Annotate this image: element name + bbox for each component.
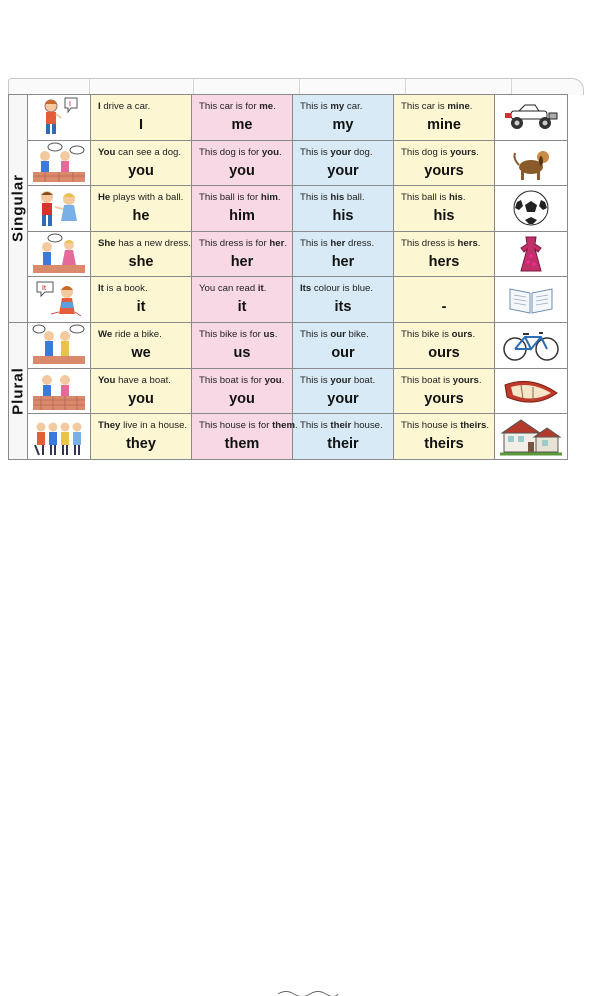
- sentence-keyword: You: [98, 374, 116, 386]
- sentence-text: bike.: [345, 328, 369, 340]
- sentence-keyword: yours: [452, 374, 479, 386]
- example-sentence: [98, 375, 171, 386]
- possessive-adjective: your: [327, 390, 359, 407]
- subject-pronoun: you: [128, 162, 154, 179]
- object-pronoun: you: [229, 162, 255, 179]
- example-sentence: [98, 147, 181, 158]
- sentence-text: .: [486, 420, 490, 432]
- sentence-text: ride a bike.: [112, 328, 162, 340]
- sentence-keyword: yours: [450, 146, 477, 158]
- sentence-keyword: our: [330, 328, 346, 340]
- sentence-text: This ball is: [401, 192, 449, 204]
- sentence-keyword: theirs: [460, 420, 487, 432]
- object-pronoun: her: [230, 253, 254, 270]
- illustration-cell: [28, 140, 91, 186]
- object-pronoun: me: [231, 117, 253, 133]
- object-pronoun-cell: [192, 368, 293, 414]
- sentence-text: .: [281, 374, 285, 386]
- subject-pronoun: it: [136, 299, 146, 316]
- illustration-cell: [28, 414, 91, 460]
- possessive-adjective: my: [332, 117, 354, 133]
- sentence-keyword: us: [263, 328, 275, 340]
- possessive-adjective-cell: [293, 95, 394, 141]
- example-sentence: [98, 192, 183, 203]
- subject-pronoun: we: [131, 344, 151, 361]
- example-sentence: [199, 238, 287, 249]
- example-sentence: [98, 420, 187, 431]
- sentence-keyword: it: [257, 283, 264, 295]
- kids-pointing-boy-icon: [28, 186, 90, 230]
- sentence-text: .: [274, 328, 278, 340]
- object-picture-cell: [495, 95, 568, 141]
- object-pronoun-cell: [192, 95, 293, 141]
- pronoun-row: [9, 414, 568, 460]
- sentence-text: This boat is: [401, 374, 453, 386]
- pronoun-row: [9, 368, 568, 414]
- sentence-keyword: ours: [451, 328, 473, 340]
- ball-icon: [495, 186, 567, 230]
- sentence-text: boat.: [351, 374, 376, 386]
- object-pronoun-cell: [192, 231, 293, 277]
- poster-top-tab-strip: [8, 78, 584, 95]
- subject-pronoun: she: [128, 253, 154, 270]
- tab-divider: [89, 79, 90, 95]
- sentence-text: plays with a ball.: [110, 192, 184, 204]
- sentence-keyword: his: [330, 192, 345, 204]
- possessive-pronoun-cell: [394, 322, 495, 368]
- tab-divider: [511, 79, 512, 95]
- possessive-pronoun: yours: [424, 162, 464, 179]
- dog-icon: [495, 141, 567, 185]
- subject-pronoun-cell: [91, 277, 192, 323]
- example-sentence: [199, 420, 298, 431]
- sentence-text: live in a house.: [120, 420, 188, 432]
- sentence-text: This is: [300, 374, 331, 386]
- possessive-pronoun: his: [433, 208, 455, 225]
- object-picture-cell: [495, 277, 568, 323]
- pronoun-row: [9, 231, 568, 277]
- sentence-text: This house is for: [199, 420, 273, 432]
- subject-pronoun: I: [138, 117, 144, 133]
- sentence-keyword: them: [272, 420, 295, 432]
- sentence-text: ball.: [344, 192, 365, 204]
- pronoun-row: [9, 95, 568, 141]
- illustration-cell: [28, 322, 91, 368]
- object-picture-cell: [495, 414, 568, 460]
- example-sentence: [98, 101, 150, 112]
- possessive-pronoun: hers: [428, 253, 460, 270]
- sentence-keyword: She: [98, 237, 116, 249]
- sentence-keyword: mine: [447, 101, 470, 112]
- sentence-text: dress.: [345, 237, 375, 249]
- subject-pronoun: you: [128, 390, 154, 407]
- object-pronoun-cell: [192, 414, 298, 460]
- sentence-keyword: me: [259, 101, 274, 112]
- example-sentence: [300, 329, 369, 340]
- sentence-text: You can read: [199, 283, 258, 295]
- possessive-pronoun-cell: [394, 140, 495, 186]
- sentence-text: has a new dress.: [115, 237, 191, 249]
- sentence-keyword: Its: [300, 283, 312, 295]
- possessive-pronoun: ours: [428, 344, 460, 361]
- book-icon: [495, 277, 567, 321]
- singular-section-label: [9, 95, 28, 323]
- example-sentence: [300, 283, 373, 294]
- sentence-keyword: you: [264, 374, 282, 386]
- sentence-text: .: [469, 101, 473, 112]
- sentence-keyword: his: [448, 192, 463, 204]
- publisher-logo: [276, 988, 340, 996]
- example-sentence: [199, 101, 276, 112]
- object-pronoun: him: [229, 208, 255, 225]
- sentence-keyword: We: [98, 328, 113, 340]
- tab-divider: [299, 79, 300, 95]
- example-sentence: [199, 283, 266, 294]
- example-sentence: [300, 192, 365, 203]
- poster-footer: [8, 492, 582, 506]
- illustration-cell: [28, 231, 91, 277]
- sentence-text: This dog is: [401, 146, 451, 158]
- example-sentence: [199, 192, 281, 203]
- sentence-keyword: her: [269, 237, 285, 249]
- sentence-text: This is: [300, 192, 331, 204]
- possessive-adjective-cell: [293, 414, 394, 460]
- pronoun-row: [9, 322, 568, 368]
- svg-text:It: It: [42, 285, 46, 293]
- svg-text:I: I: [69, 101, 71, 108]
- kids-together-icon: [28, 323, 90, 367]
- kids-at-wall-icon: [28, 369, 90, 413]
- example-sentence: [401, 329, 475, 340]
- sentence-text: .: [277, 192, 281, 204]
- object-picture-cell: [495, 140, 568, 186]
- possessive-pronoun-cell: [394, 277, 495, 323]
- sentence-keyword: hers: [457, 237, 478, 249]
- possessive-pronoun-cell: [394, 414, 495, 460]
- possessive-pronoun: yours: [424, 390, 464, 407]
- sentence-text: This is: [300, 101, 331, 112]
- subject-pronoun-cell: [91, 368, 192, 414]
- example-sentence: [401, 375, 482, 386]
- object-pronoun-cell: [192, 186, 293, 232]
- possessive-pronoun: mine: [427, 117, 461, 133]
- example-sentence: [300, 238, 374, 249]
- possessive-adjective-cell: [293, 140, 394, 186]
- plural-section-label: [9, 322, 28, 459]
- object-picture-cell: [495, 186, 568, 232]
- illustration-cell: [28, 277, 91, 323]
- sentence-text: This car is: [401, 101, 448, 112]
- sentence-text: house.: [351, 420, 383, 432]
- sentence-text: This bike is: [401, 328, 452, 340]
- subject-pronoun-cell: [91, 95, 192, 141]
- sentence-keyword: her: [330, 237, 346, 249]
- sentence-text: This is: [300, 237, 331, 249]
- possessive-adjective: their: [327, 436, 359, 453]
- sentence-keyword: you: [261, 146, 279, 158]
- sentence-text: .: [294, 420, 298, 432]
- tab-divider: [193, 79, 194, 95]
- illustration-cell: [28, 186, 91, 232]
- example-sentence: [199, 375, 284, 386]
- illustration-cell: [28, 95, 91, 141]
- example-sentence: [300, 101, 362, 112]
- sentence-text: .: [478, 374, 482, 386]
- possessive-pronoun-cell: [394, 95, 495, 141]
- sentence-text: can see a dog.: [115, 146, 182, 158]
- example-sentence: [199, 329, 277, 340]
- possessive-adjective: her: [331, 253, 355, 270]
- pronoun-row: [9, 140, 568, 186]
- possessive-adjective-cell: [293, 368, 394, 414]
- sentence-text: dog.: [351, 146, 373, 158]
- example-sentence: [300, 420, 383, 431]
- possessive-pronoun-cell: [394, 231, 495, 277]
- sentence-text: .: [476, 146, 479, 158]
- object-pronoun: you: [229, 390, 255, 407]
- possessive-adjective-cell: [293, 322, 394, 368]
- subject-pronoun: he: [132, 208, 150, 225]
- sentence-text: This dress is: [401, 237, 458, 249]
- sentence-text: This is: [300, 146, 331, 158]
- sentence-keyword: He: [98, 192, 111, 204]
- pronoun-row: [9, 277, 568, 323]
- sentence-keyword: him: [260, 192, 278, 204]
- example-sentence: [401, 147, 479, 158]
- boat-icon: [495, 369, 567, 413]
- sentence-text: .: [462, 192, 466, 204]
- object-pronoun-cell: [192, 277, 293, 323]
- sentence-keyword: their: [330, 420, 352, 432]
- pronoun-table: [8, 94, 568, 460]
- object-pronoun-cell: [192, 322, 293, 368]
- sentence-text: .: [284, 237, 287, 249]
- object-pronoun-cell: [192, 140, 293, 186]
- example-sentence: [401, 238, 480, 249]
- sentence-keyword: You: [98, 146, 116, 158]
- possessive-pronoun-cell: [394, 368, 495, 414]
- singular-label: Singular: [9, 174, 27, 243]
- possessive-pronoun: theirs: [424, 436, 464, 453]
- object-picture-cell: [495, 322, 568, 368]
- example-sentence: [98, 329, 162, 340]
- tab-divider: [405, 79, 406, 95]
- example-sentence: [300, 147, 373, 158]
- plural-label: Plural: [9, 367, 27, 415]
- possessive-adjective: its: [334, 299, 352, 316]
- subject-pronoun-cell: [91, 231, 192, 277]
- sentence-text: colour is blue.: [311, 283, 374, 295]
- possessive-pronoun-cell: [394, 186, 495, 232]
- object-pronoun: it: [237, 299, 247, 316]
- possessive-pronoun: -: [441, 299, 447, 316]
- sentence-text: This dress is for: [199, 237, 270, 249]
- subject-pronoun-cell: [91, 140, 192, 186]
- possessive-adjective-cell: [293, 231, 394, 277]
- sentence-keyword: They: [98, 420, 121, 432]
- sentence-text: This is: [300, 328, 331, 340]
- sentence-text: This house is: [401, 420, 461, 432]
- object-picture-cell: [495, 368, 568, 414]
- sentence-text: .: [477, 237, 481, 249]
- possessive-adjective: his: [332, 208, 354, 225]
- sentence-keyword: It: [98, 283, 104, 295]
- example-sentence: [401, 192, 466, 203]
- subject-pronoun-cell: [91, 414, 192, 460]
- girl-with-book-icon: [28, 277, 90, 321]
- possessive-adjective: your: [327, 162, 359, 179]
- pronoun-row: [9, 186, 568, 232]
- sentence-text: .: [278, 146, 282, 158]
- sentence-text: have a boat.: [115, 374, 171, 386]
- illustration-cell: [28, 368, 91, 414]
- bicycle-icon: [495, 323, 567, 367]
- example-sentence: [401, 420, 489, 431]
- house-icon: [495, 414, 567, 458]
- sentence-text: This car is for: [199, 101, 260, 112]
- example-sentence: [98, 283, 148, 294]
- example-sentence: [401, 101, 472, 112]
- subject-pronoun-cell: [91, 322, 192, 368]
- sentence-text: .: [273, 101, 276, 112]
- possessive-adjective: our: [331, 344, 355, 361]
- kids-pointing-girl-icon: [28, 232, 90, 276]
- example-sentence: [98, 238, 191, 249]
- sentence-text: This dog is for: [199, 146, 262, 158]
- sentence-text: This bike is for: [199, 328, 264, 340]
- object-pronoun: us: [233, 344, 251, 361]
- sentence-text: is a book.: [103, 283, 148, 295]
- subject-pronoun: they: [126, 436, 156, 453]
- group-of-kids-icon: [28, 414, 90, 458]
- sentence-text: car.: [344, 101, 363, 112]
- sentence-text: drive a car.: [100, 101, 151, 112]
- sentence-keyword: your: [330, 146, 352, 158]
- sentence-text: This ball is for: [199, 192, 261, 204]
- object-pronoun: them: [224, 436, 260, 453]
- subject-pronoun-cell: [91, 186, 192, 232]
- sentence-text: This is: [300, 420, 331, 432]
- sentence-text: .: [472, 328, 476, 340]
- example-sentence: [199, 147, 282, 158]
- car-icon: [495, 95, 567, 139]
- object-picture-cell: [495, 231, 568, 277]
- example-sentence: [300, 375, 375, 386]
- kid-pointing-self-icon: [28, 95, 90, 139]
- dress-icon: [495, 232, 567, 276]
- possessive-adjective-cell: [293, 186, 394, 232]
- sentence-text: .: [263, 283, 267, 295]
- sentence-keyword: my: [330, 101, 345, 112]
- possessive-adjective-cell: [293, 277, 394, 323]
- sentence-keyword: I: [98, 101, 101, 112]
- sentence-keyword: your: [330, 374, 352, 386]
- kids-talking-icon: [28, 141, 90, 185]
- sentence-text: This boat is for: [199, 374, 265, 386]
